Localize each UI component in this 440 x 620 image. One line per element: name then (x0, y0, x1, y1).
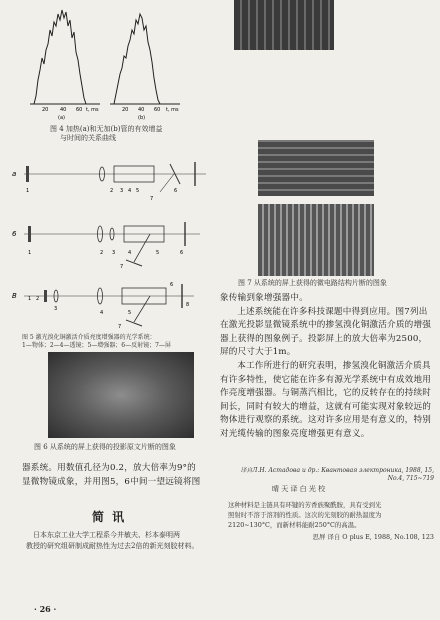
fig5-row-6: 6 (12, 230, 17, 238)
reference-citation: 译自Л.Н. Астадова и др.: Квантовая электроника, 1988, 15, No.4, 715~719 (240, 467, 434, 482)
fig4-tick-60a: 60 (76, 107, 83, 113)
page-number: · 26 · (34, 604, 57, 614)
continuation-line: 象传输到象增强器中。 (220, 293, 308, 303)
figure-7-photo-top (234, 0, 334, 50)
fig5-b-n2: 2 (36, 296, 40, 302)
fig4-tick-20b: 20 (122, 107, 129, 113)
news-left-line1: 日本东京工业大学工程系今井敏夫、杉本泰明两 (33, 531, 180, 539)
fig5-b-n5: 5 (128, 310, 132, 316)
figure-5-optical-diagram (10, 150, 215, 330)
news-title: 简 讯 (92, 510, 127, 524)
fig5-a-n4: 4 (128, 188, 132, 194)
paragraph-conclusion: 本工作所进行的研究表明，掺氢溴化铜激活介质具有许多特性，使它能在许多有源光学系统中有成效地用作亮度增强器。与铜蒸汽相比，它的反转存在的持续时间长，同时有较大的增益，这就有可能实现对象较远的物体进行观察的系统。这对许多应用是有意义的，特别对光缆传输的图象亮度增强更有意义。 (220, 360, 432, 439)
left-line-1: 器系统。用数值孔径为0.2，放大倍率为9°的 (22, 463, 196, 473)
fig4-tick-20a: 20 (42, 107, 49, 113)
fig5-row-b: B (12, 292, 17, 300)
fig5-a-n5: 5 (136, 188, 140, 194)
news-right-text (228, 500, 434, 542)
fig5-6-n2: 2 (100, 250, 104, 256)
fig5-a-n3: 3 (120, 188, 124, 194)
fig5-b-n4: 4 (100, 310, 104, 316)
news-left-line2: 教授的研究组研制成耐热性为过去2倍的新光刻胶材料。 (26, 542, 199, 550)
news-left-text (26, 530, 222, 552)
news-right-line1: 这种材料是主链具有环键的芳香族聚酰胺，具有受到光 (228, 501, 382, 509)
fig4-curve-b (114, 14, 160, 104)
left-column-text (22, 462, 218, 489)
fig4-caption (50, 125, 200, 143)
fig5-a-n6: 6 (174, 188, 178, 194)
news-source: 思屏 译自 O plus E, 1988, No.108, 123 (312, 533, 434, 541)
fig7-caption: 图 7 从系统的屏上获得的微电路结构片断的图象 (238, 279, 387, 287)
fig5-b-n1: 1 (28, 296, 32, 302)
fig4-xlabel-b: t, ms (166, 107, 179, 113)
fig5-a-n1: 1 (26, 188, 30, 194)
fig5-6-n3: 3 (112, 250, 116, 256)
fig5-row-a: a (12, 170, 17, 178)
figure-4-plots (18, 0, 188, 122)
fig4-caption-line2: 与时间的关系曲线 (60, 134, 116, 142)
fig5-6-n7: 7 (120, 264, 124, 270)
news-right-line2: 照射时不溶于溶剂的性质。这次的光刻胶的耐热温度为 (228, 511, 382, 519)
fig5-caption-line2: 1—物体；2—4—透镜；5—增强器；6—反射镜；7—屏 (22, 342, 171, 349)
left-line-2: 显微物镜成象，并用图5，6中间一望远镜将图 (22, 476, 201, 487)
fig5-6-n4: 4 (128, 250, 132, 256)
news-right-line3: 2120~130°C，而新材料能耐250°C的高温。 (228, 521, 361, 529)
paragraph-applications: 上述系统能在许多科技课题中得到应用。图7列出在激光投影显微镜系统中的掺氢溴化铜激活介质的增强器上获得的图象例子。投影屏上的放大倍率为2500，屏的尺寸大于1m。 (220, 306, 432, 358)
fig5-b-n6: 6 (170, 282, 174, 288)
fig4-caption-line1: 图 4 加热(a)和无加(b)管的有效增益 (50, 125, 163, 133)
fig5-6-n5: 5 (156, 250, 160, 256)
figure-7-photo-middle (258, 140, 374, 196)
fig5-6-n6: 6 (180, 250, 184, 256)
fig5-a-n7: 7 (150, 196, 154, 202)
right-column-text (220, 292, 432, 442)
fig5-b-n7: 7 (118, 324, 122, 330)
fig5-object-6 (28, 226, 31, 242)
fig4-tick-60b: 60 (154, 107, 161, 113)
figure-7-photo-bottom (258, 204, 374, 276)
fig4-panel-b: (b) (138, 115, 146, 121)
fig4-tick-40a: 40 (60, 107, 67, 113)
fig5-6-n1: 1 (28, 250, 32, 256)
fig5-object-a (26, 166, 29, 182)
fig4-tick-40b: 40 (138, 107, 145, 113)
fig4-xlabel-a: t, ms (86, 107, 99, 113)
fig5-b-n3: 3 (54, 306, 58, 312)
fig6-caption: 图 6 从系统的屏上获得的投影原文片断的图象 (34, 443, 176, 451)
translator-line: 晴 天 译 白 光 校 (272, 485, 326, 493)
fig5-caption-line1: 图 5 激光溴化铜激活介质亮度增强器的光学系统： (22, 334, 156, 341)
fig5-caption (22, 334, 212, 350)
fig5-b-n8: 8 (186, 302, 190, 308)
fig4-panel-a: (a) (58, 115, 65, 121)
fig5-a-n2: 2 (110, 188, 114, 194)
fig5-object-b (44, 290, 47, 302)
fig4-curve-a (34, 10, 86, 104)
figure-6-photo (48, 352, 194, 438)
